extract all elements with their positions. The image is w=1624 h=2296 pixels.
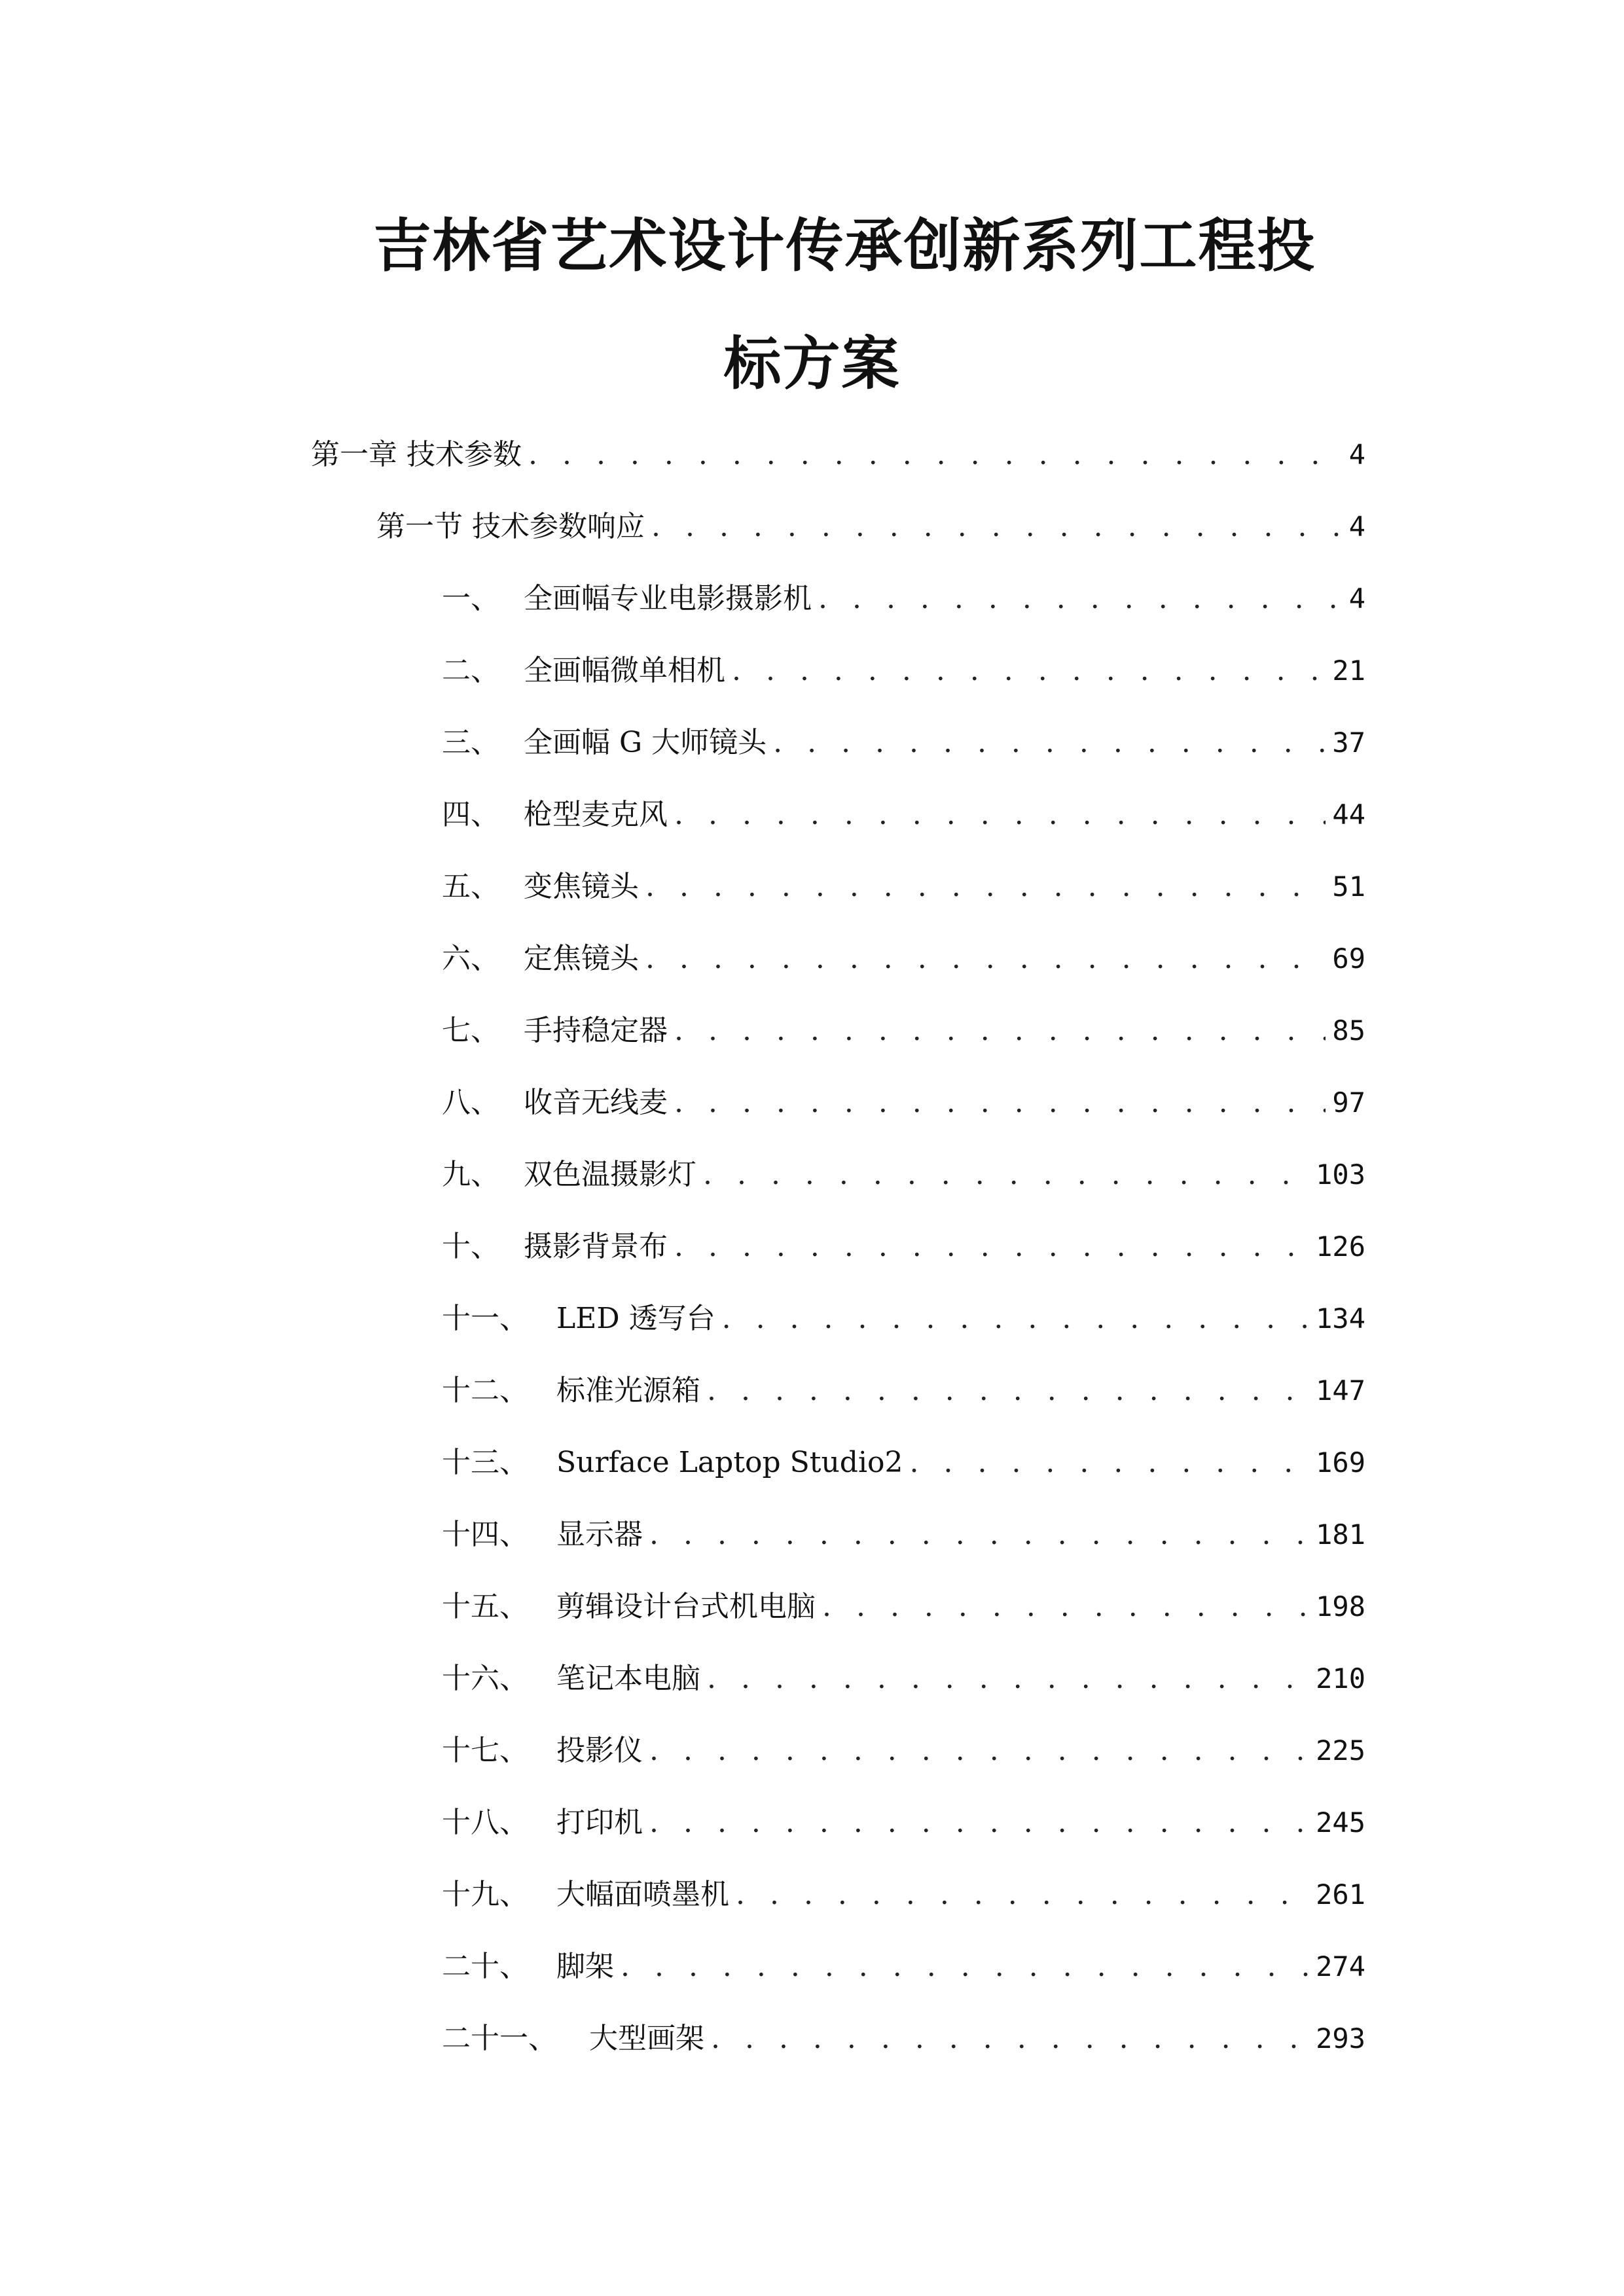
toc-item-entry[interactable] (442, 1872, 1365, 1918)
toc-item-entry[interactable] (442, 864, 1365, 910)
toc-item-entry[interactable] (442, 792, 1365, 838)
toc-page-number: 181 (1316, 1518, 1365, 1551)
toc-item-entry[interactable] (442, 1440, 1365, 1486)
toc-item-entry[interactable] (442, 720, 1365, 766)
toc-item-number: 一、 (442, 582, 499, 615)
toc-item-number: 九、 (442, 1158, 499, 1191)
toc-item-label: 收音无线麦 (524, 1086, 668, 1119)
toc-dot-leader (674, 1008, 1326, 1054)
toc-page-number: 51 (1332, 870, 1365, 903)
toc-dot-leader (703, 1152, 1309, 1198)
toc-item-number: 二、 (442, 654, 499, 687)
toc-item-entry[interactable] (442, 1296, 1365, 1342)
document-title-line-1: 吉林省艺术设计传承创新系列工程投 (373, 211, 1316, 279)
toc-page-number: 85 (1332, 1014, 1365, 1047)
toc-item-number: 十九、 (442, 1878, 528, 1911)
toc-item-number: 八、 (442, 1086, 499, 1119)
toc-item-label: 剪辑设计台式机电脑 (556, 1590, 816, 1623)
toc-dot-leader (818, 576, 1343, 622)
toc-item-number: 十五、 (442, 1590, 528, 1623)
toc-item-label: 打印机 (556, 1806, 643, 1839)
toc-item-label: LED 透写台 (556, 1302, 715, 1335)
toc-item-number: 四、 (442, 798, 499, 831)
toc-dot-leader (645, 864, 1326, 910)
toc-item-entry[interactable] (442, 1944, 1365, 1990)
toc-item-number: 十三、 (442, 1446, 528, 1479)
toc-entry-label: 第一章 技术参数 (311, 438, 522, 471)
toc-entry-label: 第一节 技术参数响应 (376, 510, 645, 543)
toc-section-entry[interactable] (376, 504, 1365, 550)
toc-item-label: Surface Laptop Studio2 (556, 1446, 903, 1479)
toc-item-label: 显示器 (556, 1518, 643, 1551)
toc-item-label: 脚架 (556, 1950, 614, 1983)
toc-page-number: 293 (1316, 2022, 1365, 2054)
toc-item-entry[interactable] (442, 1656, 1365, 1702)
toc-item-number: 十一、 (442, 1302, 528, 1335)
toc-page-number: 69 (1332, 942, 1365, 975)
toc-page-number: 21 (1332, 655, 1365, 687)
toc-item-label: 投影仪 (556, 1734, 643, 1767)
toc-page-number: 37 (1332, 726, 1365, 759)
toc-dot-leader (674, 1080, 1326, 1126)
toc-page-number: 225 (1316, 1734, 1365, 1767)
toc-dot-leader (674, 1224, 1309, 1270)
toc-item-entry[interactable] (442, 1728, 1365, 1774)
toc-page-number: 245 (1316, 1806, 1365, 1839)
toc-page-number: 274 (1316, 1950, 1365, 1982)
toc-item-label: 大型画架 (589, 2022, 704, 2055)
toc-dot-leader (528, 432, 1343, 478)
toc-item-label: 笔记本电脑 (556, 1662, 700, 1695)
toc-item-number: 七、 (442, 1014, 499, 1047)
toc-item-label: 大幅面喷墨机 (556, 1878, 729, 1911)
toc-item-number: 五、 (442, 870, 499, 903)
toc-dot-leader (621, 1944, 1309, 1990)
toc-dot-leader (822, 1584, 1309, 1630)
toc-item-number: 十八、 (442, 1806, 528, 1839)
toc-item-entry[interactable] (442, 1008, 1365, 1054)
toc-item-number: 十六、 (442, 1662, 528, 1695)
toc-dot-leader (707, 1656, 1309, 1702)
toc-dot-leader (707, 1368, 1309, 1414)
toc-dot-leader (674, 792, 1326, 838)
toc-page-number: 4 (1348, 439, 1365, 471)
toc-item-entry[interactable] (442, 936, 1365, 982)
toc-item-number: 十二、 (442, 1374, 528, 1407)
toc-dot-leader (651, 504, 1343, 550)
toc-item-entry[interactable] (442, 1800, 1365, 1846)
toc-page-number: 261 (1316, 1878, 1365, 1910)
toc-item-label: 双色温摄影灯 (524, 1158, 696, 1191)
toc-dot-leader (649, 1512, 1309, 1558)
toc-item-label: 变焦镜头 (524, 870, 639, 903)
toc-dot-leader (722, 1296, 1310, 1342)
toc-dot-leader (649, 1800, 1309, 1846)
toc-dot-leader (773, 720, 1326, 766)
toc-item-label: 摄影背景布 (524, 1230, 668, 1263)
toc-item-number: 六、 (442, 942, 499, 975)
toc-item-label: 手持稳定器 (524, 1014, 668, 1047)
toc-item-label: 标准光源箱 (556, 1374, 700, 1407)
toc-page-number: 147 (1316, 1374, 1365, 1407)
toc-item-entry[interactable] (442, 1152, 1365, 1198)
toc-page-number: 44 (1332, 798, 1365, 831)
toc-page-number: 4 (1348, 583, 1365, 615)
toc-dot-leader (645, 936, 1326, 982)
toc-dot-leader (649, 1728, 1309, 1774)
toc-item-entry[interactable] (442, 2016, 1365, 2062)
toc-page-number: 210 (1316, 1662, 1365, 1695)
toc-item-label: 全画幅 G 大师镜头 (524, 726, 767, 759)
toc-item-entry[interactable] (442, 1080, 1365, 1126)
toc-page-number: 97 (1332, 1086, 1365, 1119)
toc-item-entry[interactable] (442, 1584, 1365, 1630)
toc-item-label: 全画幅专业电影摄影机 (524, 582, 812, 615)
toc-dot-leader (910, 1440, 1310, 1486)
toc-chapter-entry[interactable] (311, 432, 1365, 478)
toc-item-entry[interactable] (442, 576, 1365, 622)
document-title-line-2: 标方案 (723, 329, 901, 397)
toc-page-number: 126 (1316, 1230, 1365, 1263)
toc-dot-leader (732, 648, 1326, 694)
toc-page-number: 134 (1316, 1302, 1365, 1335)
toc-page-number: 4 (1348, 511, 1365, 543)
toc-item-number: 三、 (442, 726, 499, 759)
toc-item-entry[interactable] (442, 1224, 1365, 1270)
toc-item-number: 二十、 (442, 1950, 528, 1983)
toc-item-number: 二十一、 (442, 2022, 557, 2055)
toc-dot-leader (711, 2016, 1309, 2062)
toc-item-label: 全画幅微单相机 (524, 654, 725, 687)
toc-page-number: 169 (1316, 1446, 1365, 1479)
toc-item-number: 十四、 (442, 1518, 528, 1551)
toc-page-number: 103 (1316, 1158, 1365, 1191)
toc-item-label: 枪型麦克风 (524, 798, 668, 831)
toc-item-number: 十、 (442, 1230, 499, 1263)
toc-item-label: 定焦镜头 (524, 942, 639, 975)
toc-item-entry[interactable] (442, 1512, 1365, 1558)
toc-dot-leader (736, 1872, 1309, 1918)
toc-item-entry[interactable] (442, 1368, 1365, 1414)
toc-page-number: 198 (1316, 1590, 1365, 1623)
toc-item-number: 十七、 (442, 1734, 528, 1767)
toc-item-entry[interactable] (442, 648, 1365, 694)
